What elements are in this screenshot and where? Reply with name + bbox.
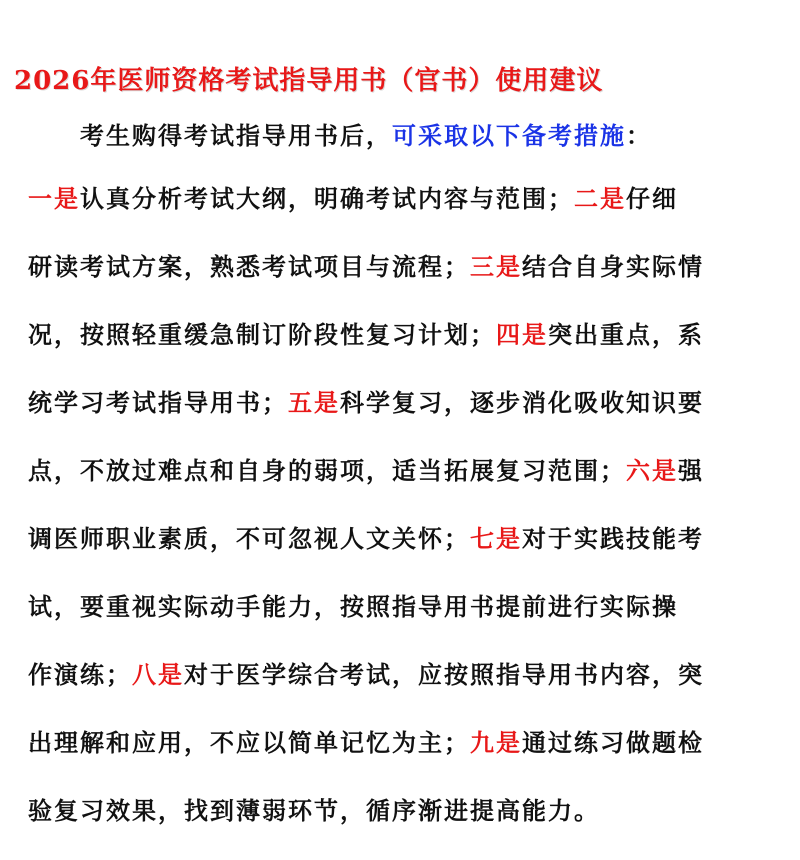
line-text: 仔细 xyxy=(626,184,678,213)
line-text: 况，按照轻重缓急制订阶段性复习计划； xyxy=(28,320,496,349)
line-text: 结合自身实际情 xyxy=(522,252,704,281)
text-line xyxy=(28,654,768,722)
line-text: 认真分析考试大纲，明确考试内容与范围； xyxy=(80,184,574,213)
measure-marker: 八是 xyxy=(132,660,184,689)
measure-marker: 四是 xyxy=(496,320,548,349)
text-line xyxy=(28,178,768,246)
line-text: 统学习考试指导用书； xyxy=(28,388,288,417)
line-text: 研读考试方案，熟悉考试项目与流程； xyxy=(28,252,470,281)
text-line xyxy=(28,586,768,654)
measure-marker: 二是 xyxy=(574,184,626,213)
measures-paragraph xyxy=(28,178,768,858)
line-text: 验复习效果，找到薄弱环节，循序渐进提高能力。 xyxy=(28,796,600,825)
intro-suffix: ： xyxy=(626,121,652,150)
measure-marker: 九是 xyxy=(470,728,522,757)
text-line xyxy=(28,790,768,858)
text-line xyxy=(28,518,768,586)
measure-marker: 七是 xyxy=(470,524,522,553)
line-text: 通过练习做题检 xyxy=(522,728,704,757)
intro-paragraph xyxy=(80,116,652,151)
text-line xyxy=(28,314,768,382)
line-text: 点，不放过难点和自身的弱项，适当拓展复习范围； xyxy=(28,456,626,485)
line-text: 出理解和应用，不应以简单记忆为主； xyxy=(28,728,470,757)
page-title: 2026年医师资格考试指导用书（官书）使用建议 xyxy=(14,66,604,96)
measure-marker: 三是 xyxy=(470,252,522,281)
text-line xyxy=(28,450,768,518)
line-text: 调医师职业素质，不可忽视人文关怀； xyxy=(28,524,470,553)
line-text: 强 xyxy=(678,456,704,485)
intro-prefix: 考生购得考试指导用书后， xyxy=(80,121,392,150)
line-text: 突出重点，系 xyxy=(548,320,704,349)
text-line xyxy=(28,246,768,314)
measure-marker: 六是 xyxy=(626,456,678,485)
intro-highlight: 可采取以下备考措施 xyxy=(392,121,626,150)
text-line xyxy=(28,382,768,450)
line-text: 对于实践技能考 xyxy=(522,524,704,553)
text-line xyxy=(28,722,768,790)
line-text: 对于医学综合考试，应按照指导用书内容，突 xyxy=(184,660,704,689)
measure-marker: 一是 xyxy=(28,184,80,213)
line-text: 试，要重视实际动手能力，按照指导用书提前进行实际操 xyxy=(28,592,678,621)
measure-marker: 五是 xyxy=(288,388,340,417)
line-text: 作演练； xyxy=(28,660,132,689)
line-text: 科学复习，逐步消化吸收知识要 xyxy=(340,388,704,417)
